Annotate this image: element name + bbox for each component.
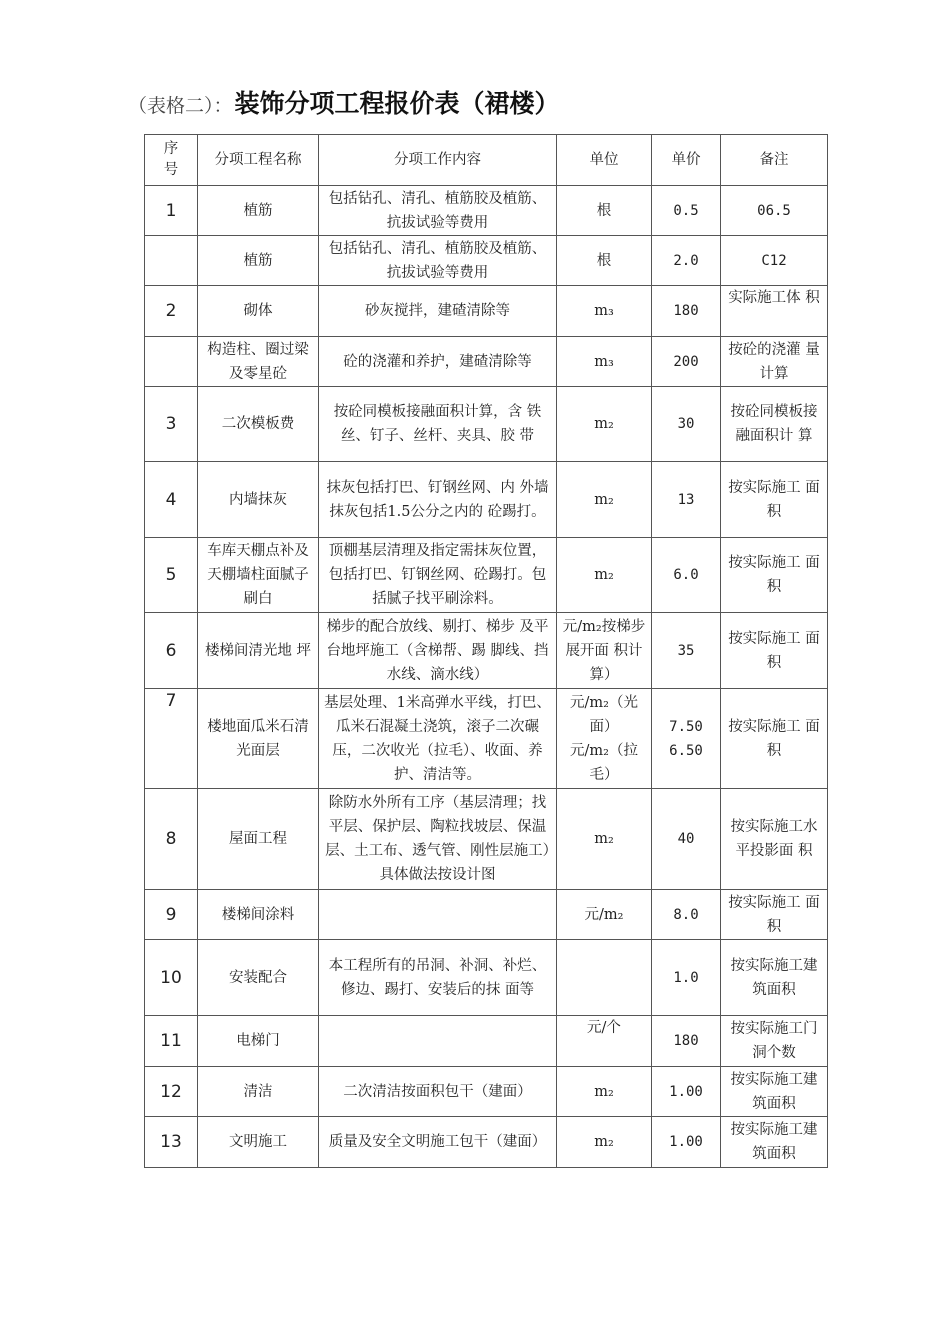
cell-price: 0.5 — [652, 186, 721, 236]
cell-price: 6.0 — [652, 538, 721, 613]
header-price: 单价 — [652, 135, 721, 186]
cell-name: 安装配合 — [198, 940, 319, 1016]
cell-unit: m₂ — [557, 462, 652, 538]
cell-name: 车库天棚点补及天棚墙柱面腻子刷白 — [198, 538, 319, 613]
cell-unit: 元/m₂按梯步展开面 积计算） — [557, 613, 652, 689]
cell-content: 砂灰搅拌，建碴清除等 — [319, 286, 557, 337]
cell-content: 砼的浇灌和养护，建碴清除等 — [319, 337, 557, 387]
cell-name: 电梯门 — [198, 1016, 319, 1067]
table-row — [145, 337, 828, 387]
cell-price: 2.0 — [652, 236, 721, 286]
cell-unit: m₂ — [557, 1067, 652, 1117]
cell-seq: 9 — [145, 890, 198, 940]
cell-price: 7.50 6.50 — [652, 689, 721, 789]
cell-unit: m₂ — [557, 387, 652, 462]
cell-note: 实际施工体 积 — [721, 286, 828, 337]
cell-price: 1.0 — [652, 940, 721, 1016]
header-unit: 单位 — [557, 135, 652, 186]
cell-price: 1.00 — [652, 1117, 721, 1168]
cell-content: 二次清洁按面积包干（建面） — [319, 1067, 557, 1117]
cell-price: 30 — [652, 387, 721, 462]
cell-seq: 12 — [145, 1067, 198, 1117]
header-note: 备注 — [721, 135, 828, 186]
cell-unit — [557, 940, 652, 1016]
table-row — [145, 236, 828, 286]
cell-seq: 11 — [145, 1016, 198, 1067]
cell-note: 按实际施工 面积 — [721, 462, 828, 538]
cell-unit: 元/m₂（光面） 元/m₂（拉毛） — [557, 689, 652, 789]
cell-seq: 10 — [145, 940, 198, 1016]
cell-price: 13 — [652, 462, 721, 538]
cell-note: 按实际施工 面积 — [721, 689, 828, 789]
table-row — [145, 940, 828, 1016]
table-row — [145, 538, 828, 613]
cell-price: 40 — [652, 789, 721, 890]
table-row — [145, 1117, 828, 1168]
cell-seq — [145, 337, 198, 387]
cell-name: 楼梯间涂料 — [198, 890, 319, 940]
cell-note: 按实际施工建筑面积 — [721, 1067, 828, 1117]
cell-name: 构造柱、圈过梁及零星砼 — [198, 337, 319, 387]
cell-note: 按实际施工 面积 — [721, 890, 828, 940]
cell-note: C12 — [721, 236, 828, 286]
title-prefix: （表格二）： — [128, 95, 233, 117]
cell-price: 1.00 — [652, 1067, 721, 1117]
cell-content: 顶棚基层清理及指定需抹灰位置，包括打巴、钉钢丝网、砼踢打。包括腻子找平刷涂料。 — [319, 538, 557, 613]
table-row — [145, 186, 828, 236]
cell-seq: 6 — [145, 613, 198, 689]
table-row — [145, 286, 828, 337]
cell-note: 按砼的浇灌 量计算 — [721, 337, 828, 387]
cell-name: 楼梯间清光地 坪 — [198, 613, 319, 689]
cell-seq: 7 — [145, 689, 198, 789]
cell-seq: 3 — [145, 387, 198, 462]
cell-seq: 4 — [145, 462, 198, 538]
cell-unit: m₃ — [557, 337, 652, 387]
cell-seq: 2 — [145, 286, 198, 337]
header-content: 分项工作内容 — [319, 135, 557, 186]
header-seq: 序 号 — [145, 135, 198, 186]
header-row — [145, 135, 828, 186]
cell-content — [319, 890, 557, 940]
table-row — [145, 1067, 828, 1117]
cell-name: 楼地面瓜米石清光面层 — [198, 689, 319, 789]
cell-unit: m₂ — [557, 789, 652, 890]
cell-name: 内墙抹灰 — [198, 462, 319, 538]
cell-unit: m₂ — [557, 1117, 652, 1168]
table-row — [145, 789, 828, 890]
cell-unit: m₂ — [557, 538, 652, 613]
cell-unit: 根 — [557, 236, 652, 286]
cell-unit: 元/m₂ — [557, 890, 652, 940]
cell-seq: 5 — [145, 538, 198, 613]
cell-price: 35 — [652, 613, 721, 689]
cell-content: 本工程所有的吊洞、补洞、补烂、修边、踢打、安装后的抹 面等 — [319, 940, 557, 1016]
cell-seq — [145, 236, 198, 286]
cell-price: 200 — [652, 337, 721, 387]
cell-name: 二次模板费 — [198, 387, 319, 462]
cell-note: 按实际施工门洞个数 — [721, 1016, 828, 1067]
cell-note: 06.5 — [721, 186, 828, 236]
cell-note: 按实际施工水平投影面 积 — [721, 789, 828, 890]
cell-price: 8.0 — [652, 890, 721, 940]
cell-content: 抹灰包括打巴、钉钢丝网、内 外墙抹灰包括1.5公分之内的 砼踢打。 — [319, 462, 557, 538]
header-name: 分项工程名称 — [198, 135, 319, 186]
cell-price: 180 — [652, 1016, 721, 1067]
cell-name: 文明施工 — [198, 1117, 319, 1168]
table-row — [145, 689, 828, 789]
cell-content — [319, 1016, 557, 1067]
cell-content: 除防水外所有工序（基层清理；找平层、保护层、陶粒找坡层、保温层、土工布、透气管、刚性层施工）具体做法按设计图 — [319, 789, 557, 890]
table-row — [145, 890, 828, 940]
cell-content: 基层处理、1米高弹水平线，打巴、瓜米石混凝土浇筑，滚子二次碾压，二次收光（拉毛）、收面、养护、清洁等。 — [319, 689, 557, 789]
table-row — [145, 462, 828, 538]
cell-unit: m₃ — [557, 286, 652, 337]
cell-content: 按砼同模板接融面积计算，含 铁丝、钉子、丝杆、夹具、胶 带 — [319, 387, 557, 462]
page-title — [128, 84, 560, 120]
cell-note: 按实际施工 面积 — [721, 538, 828, 613]
cell-seq: 1 — [145, 186, 198, 236]
cell-content: 质量及安全文明施工包干（建面） — [319, 1117, 557, 1168]
cell-note: 按砼同模板接融面积计 算 — [721, 387, 828, 462]
cell-price: 180 — [652, 286, 721, 337]
cell-unit: 根 — [557, 186, 652, 236]
quote-table — [144, 134, 828, 1168]
cell-note: 按实际施工建筑面积 — [721, 940, 828, 1016]
cell-name: 屋面工程 — [198, 789, 319, 890]
table-row — [145, 613, 828, 689]
table-row — [145, 1016, 828, 1067]
cell-content: 包括钻孔、清孔、植筋胶及植筋、抗拔试验等费用 — [319, 236, 557, 286]
cell-name: 砌体 — [198, 286, 319, 337]
cell-unit: 元/个 — [557, 1016, 652, 1067]
cell-seq: 13 — [145, 1117, 198, 1168]
cell-note: 按实际施工 面积 — [721, 613, 828, 689]
cell-name: 植筋 — [198, 236, 319, 286]
title-main: 装饰分项工程报价表（裙楼） — [234, 89, 560, 118]
cell-content: 包括钻孔、清孔、植筋胶及植筋、抗拔试验等费用 — [319, 186, 557, 236]
cell-content: 梯步的配合放线、剔打、梯步 及平台地坪施工（含梯帮、踢 脚线、挡水线、滴水线） — [319, 613, 557, 689]
cell-name: 清洁 — [198, 1067, 319, 1117]
cell-name: 植筋 — [198, 186, 319, 236]
cell-seq: 8 — [145, 789, 198, 890]
table-row — [145, 387, 828, 462]
cell-note: 按实际施工建筑面积 — [721, 1117, 828, 1168]
